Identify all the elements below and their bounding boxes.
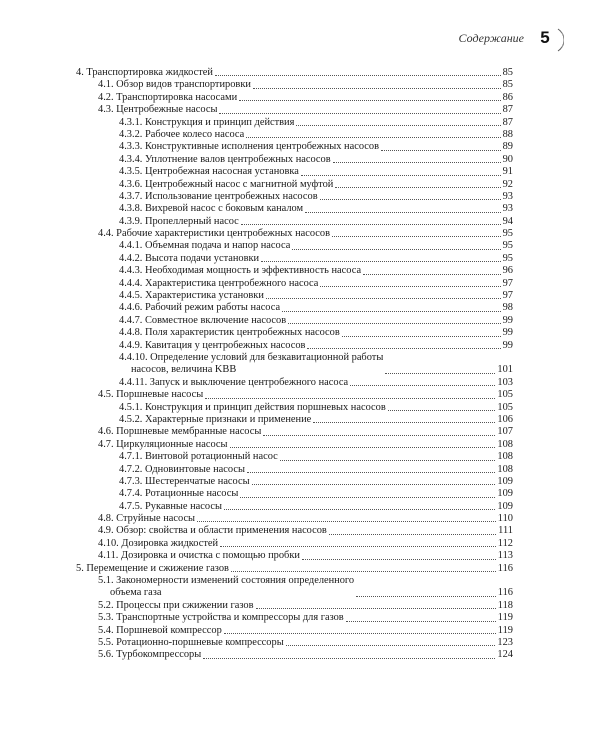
toc-entry-label: 5.6. Турбокомпрессоры <box>98 649 202 661</box>
toc-leader-dots <box>256 608 496 609</box>
toc-entry[interactable] <box>76 538 513 550</box>
toc-leader-dots <box>252 484 496 485</box>
toc-entry[interactable] <box>76 92 513 104</box>
toc-leader-dots <box>197 521 496 522</box>
toc-entry-label: 4.4.2. Высота подачи установки <box>119 252 260 264</box>
toc-entry[interactable] <box>76 191 513 203</box>
toc-entry[interactable] <box>76 104 513 116</box>
toc-entry-label: 4.10. Дозировка жидкостей <box>98 537 219 549</box>
toc-entry-label: 4.7.1. Винтовой ротационный насос <box>119 451 278 463</box>
toc-entry-label: 4.3.4. Уплотнение валов центробежных насосов <box>119 153 331 165</box>
toc-entry-label: 4.3.1. Конструкция и принцип действия <box>119 116 295 128</box>
toc-entry[interactable] <box>76 439 513 451</box>
toc-leader-dots <box>230 447 496 448</box>
toc-entry[interactable] <box>76 79 513 91</box>
toc-leader-dots <box>363 274 501 275</box>
toc-leader-dots <box>261 261 500 262</box>
toc-leader-dots <box>224 509 495 510</box>
toc-entry-label-line1: 4.4.10. Определение условий для безкавитационной работы <box>119 351 384 363</box>
toc-entry-page: 108 <box>497 451 513 463</box>
toc-entry-page: 109 <box>497 475 513 487</box>
toc-leader-dots <box>385 373 495 374</box>
toc-entry[interactable] <box>76 166 513 178</box>
toc-entry-label: 4.3.2. Рабочее колесо насоса <box>119 128 245 140</box>
toc-entry[interactable] <box>76 290 513 302</box>
toc-entry[interactable] <box>76 315 513 327</box>
toc-entry[interactable] <box>76 141 513 153</box>
toc-leader-dots <box>263 435 495 436</box>
toc-entry-label: 4.3.6. Центробежный насос с магнитной муфтой <box>119 178 334 190</box>
toc-entry-page: 87 <box>502 104 513 116</box>
toc-entry-label: 4.3.9. Пропеллерный насос <box>119 215 239 227</box>
toc-entry-page: 101 <box>497 364 513 376</box>
toc-entry-label: 5.5. Ротационно-поршневые компрессоры <box>98 637 284 649</box>
toc-entry-page: 108 <box>497 463 513 475</box>
toc-entry-label: 5. Перемещение и сжижение газов <box>76 562 229 574</box>
toc-entry[interactable] <box>76 451 513 463</box>
toc-entry-page: 91 <box>502 166 513 178</box>
toc-entry[interactable] <box>76 179 513 191</box>
toc-entry[interactable] <box>76 253 513 265</box>
toc-entry-page: 85 <box>502 79 513 91</box>
toc-entry-page: 95 <box>502 240 513 252</box>
toc-entry-page: 95 <box>502 252 513 264</box>
toc-entry-page: 85 <box>502 66 513 78</box>
toc-entry-label: 4.1. Обзор видов транспортировки <box>98 79 251 91</box>
toc-entry-label: 4.3.3. Конструктивные исполнения центробежных насосов <box>119 141 380 153</box>
toc-entry[interactable] <box>76 67 513 79</box>
toc-entry[interactable] <box>76 129 513 141</box>
toc-entry-page: 94 <box>502 215 513 227</box>
toc-entry-label: 5.2. Процессы при сжижении газов <box>98 599 254 611</box>
toc-entry-label: 4. Транспортировка жидкостей <box>76 66 213 78</box>
toc-entry-page: 107 <box>497 426 513 438</box>
toc-entry-label-line2: объема газа <box>110 587 162 599</box>
toc-entry[interactable] <box>76 575 513 600</box>
toc-entry[interactable] <box>76 414 513 426</box>
toc-entry-label: 4.5.2. Характерные признаки и применение <box>119 413 312 425</box>
toc-entry[interactable] <box>76 513 513 525</box>
toc-entry[interactable] <box>76 327 513 339</box>
toc-entry[interactable] <box>76 402 513 414</box>
toc-leader-dots <box>286 645 496 646</box>
toc-leader-dots <box>335 187 500 188</box>
toc-entry[interactable] <box>76 278 513 290</box>
toc-entry-page: 87 <box>502 116 513 128</box>
toc-leader-dots <box>203 658 495 659</box>
toc-entry[interactable] <box>76 228 513 240</box>
toc-leader-dots <box>329 534 496 535</box>
toc-leader-dots <box>219 113 500 114</box>
toc-entry-page: 99 <box>502 339 513 351</box>
toc-leader-dots <box>333 162 501 163</box>
toc-entry-label: 4.4.1. Объемная подача и напор насоса <box>119 240 291 252</box>
page-number-badge <box>534 25 560 51</box>
toc-leader-dots <box>231 571 496 572</box>
toc-entry[interactable] <box>76 203 513 215</box>
toc-entry-page: 86 <box>502 91 513 103</box>
toc-entry-page: 98 <box>502 302 513 314</box>
toc-leader-dots <box>282 311 501 312</box>
toc-entry[interactable] <box>76 240 513 252</box>
toc-entry-page: 95 <box>502 228 513 240</box>
toc-leader-dots <box>302 559 496 560</box>
toc-leader-dots <box>280 460 496 461</box>
toc-entry[interactable] <box>76 488 513 500</box>
toc-entry[interactable] <box>76 352 513 377</box>
toc-leader-dots <box>346 621 496 622</box>
toc-entry[interactable] <box>76 501 513 513</box>
toc-entry-label: 4.3. Центробежные насосы <box>98 104 218 116</box>
toc-entry-page: 93 <box>502 203 513 215</box>
toc-entry-label: 5.4. Поршневой компрессор <box>98 624 222 636</box>
toc-entry-label: 4.9. Обзор: свойства и области применения насосов <box>98 525 327 537</box>
toc-entry[interactable] <box>76 340 513 352</box>
toc-leader-dots <box>320 286 500 287</box>
toc-leader-dots <box>356 596 496 597</box>
toc-entry-page: 96 <box>502 265 513 277</box>
toc-entry[interactable] <box>76 550 513 562</box>
toc-entry-label: 4.7. Циркуляционные насосы <box>98 438 228 450</box>
toc-entry-label: 4.8. Струйные насосы <box>98 513 196 525</box>
toc-leader-dots <box>292 249 500 250</box>
toc-leader-dots <box>332 236 501 237</box>
toc-entry-page: 119 <box>497 624 513 636</box>
toc-entry-label: 4.6. Поршневые мембранные насосы <box>98 426 262 438</box>
toc-entry-page: 124 <box>497 649 513 661</box>
toc-entry-page: 93 <box>502 190 513 202</box>
toc-leader-dots <box>241 224 501 225</box>
toc-entry-page: 99 <box>502 314 513 326</box>
toc-entry-page: 106 <box>497 413 513 425</box>
toc-entry-page: 88 <box>502 128 513 140</box>
toc-entry-page: 105 <box>497 389 513 401</box>
toc-entry[interactable] <box>76 612 513 624</box>
toc-leader-dots <box>307 348 500 349</box>
page-header <box>459 24 560 52</box>
toc-entry-label: 4.7.4. Ротационные насосы <box>119 488 239 500</box>
toc-leader-dots <box>240 497 495 498</box>
toc-entry-page: 110 <box>497 513 513 525</box>
toc-entry-label: 5.3. Транспортные устройства и компрессоры для газов <box>98 612 344 624</box>
toc-entry-label: 4.3.5. Центробежная насосная установка <box>119 166 299 178</box>
toc-entry-page: 123 <box>497 637 513 649</box>
toc-entry-label-line2: насосов, величина KBB <box>131 364 237 376</box>
toc-entry[interactable] <box>76 216 513 228</box>
toc-entry-label: 4.11. Дозировка и очистка с помощью пробки <box>98 550 300 562</box>
toc-entry-page: 90 <box>502 153 513 165</box>
toc-entry-page: 89 <box>502 141 513 153</box>
toc-entry[interactable] <box>76 389 513 401</box>
toc-entry-page: 103 <box>497 376 513 388</box>
toc-entry-page: 92 <box>502 178 513 190</box>
toc-leader-dots <box>296 125 500 126</box>
toc-entry[interactable] <box>76 426 513 438</box>
toc-leader-dots <box>305 212 501 213</box>
toc-entry-page: 109 <box>497 500 513 512</box>
toc-leader-dots <box>381 150 501 151</box>
toc-leader-dots <box>247 472 495 473</box>
toc-entry-page: 111 <box>498 525 513 537</box>
toc-entry[interactable] <box>76 302 513 314</box>
toc-leader-dots <box>388 410 496 411</box>
toc-entry-label: 4.4.5. Характеристика установки <box>119 290 264 302</box>
toc-entry-page: 105 <box>497 401 513 413</box>
toc-entry-page: 113 <box>497 550 513 562</box>
toc-entry-label: 4.3.8. Вихревой насос с боковым каналом <box>119 203 304 215</box>
toc-leader-dots <box>205 398 495 399</box>
toc-entry[interactable] <box>76 649 513 661</box>
toc-leader-dots <box>215 75 501 76</box>
toc-leader-dots <box>320 199 501 200</box>
toc-entry-label <box>98 575 354 600</box>
toc-entry-label <box>119 352 383 377</box>
toc-entry-page: 116 <box>497 562 513 574</box>
toc-leader-dots <box>220 546 496 547</box>
toc-entry-label: 4.7.3. Шестеренчатые насосы <box>119 475 250 487</box>
toc-entry-page: 112 <box>497 537 513 549</box>
toc-entry-label: 4.5. Поршневые насосы <box>98 389 204 401</box>
toc-entry[interactable] <box>76 600 513 612</box>
toc-entry[interactable] <box>76 265 513 277</box>
toc-entry-label: 4.7.2. Одновинтовые насосы <box>119 463 245 475</box>
toc-entry[interactable] <box>76 637 513 649</box>
toc-leader-dots <box>342 336 501 337</box>
toc-entry[interactable] <box>76 377 513 389</box>
toc-entry-label: 4.3.7. Использование центробежных насосов <box>119 190 318 202</box>
toc-entry-page: 118 <box>497 599 513 611</box>
toc-entry-label: 4.4.6. Рабочий режим работы насоса <box>119 302 281 314</box>
toc-leader-dots <box>239 100 500 101</box>
toc-entry[interactable] <box>76 154 513 166</box>
toc-entry-label: 4.4.11. Запуск и выключение центробежного насоса <box>119 376 349 388</box>
toc-leader-dots <box>301 175 501 176</box>
toc-entry[interactable] <box>76 625 513 637</box>
toc-entry[interactable] <box>76 117 513 129</box>
toc-entry-label: 4.7.5. Рукавные насосы <box>119 500 222 512</box>
toc-entry-page: 97 <box>502 277 513 289</box>
toc-entry-page: 109 <box>497 488 513 500</box>
toc-entry-label: 4.4.9. Кавитация у центробежных насосов <box>119 339 306 351</box>
toc-leader-dots <box>266 298 501 299</box>
toc-entry-page: 116 <box>497 587 513 599</box>
toc-entry-label: 4.4.4. Характеристика центробежного насоса <box>119 277 319 289</box>
toc-entry-label: 4.4. Рабочие характеристики центробежных насосов <box>98 228 331 240</box>
toc-leader-dots <box>224 633 496 634</box>
toc-entry-label: 4.4.7. Совместное включение насосов <box>119 314 287 326</box>
toc-leader-dots <box>313 422 495 423</box>
toc-entry-page: 119 <box>497 612 513 624</box>
toc-entry-page: 97 <box>502 290 513 302</box>
page-number: 5 <box>540 28 550 47</box>
toc-entry[interactable] <box>76 464 513 476</box>
toc-entry-label: 4.4.8. Поля характеристик центробежных насосов <box>119 327 340 339</box>
toc-leader-dots <box>253 88 501 89</box>
toc-entry[interactable] <box>76 525 513 537</box>
toc-entry-label: 4.2. Транспортировка насосами <box>98 91 238 103</box>
toc-entry-page: 108 <box>497 438 513 450</box>
toc-leader-dots <box>288 323 500 324</box>
toc-entry-label-line1: 5.1. Закономерности изменений состояния определенного <box>98 575 355 587</box>
toc-entry[interactable] <box>76 476 513 488</box>
table-of-contents <box>76 67 513 662</box>
toc-entry-page: 99 <box>502 327 513 339</box>
header-title: Содержание <box>458 30 524 45</box>
toc-entry[interactable] <box>76 563 513 575</box>
toc-entry-label: 4.5.1. Конструкция и принцип действия поршневых насосов <box>119 401 386 413</box>
toc-leader-dots <box>350 385 495 386</box>
toc-leader-dots <box>246 137 500 138</box>
toc-entry-label: 4.4.3. Необходимая мощность и эффективность насоса <box>119 265 362 277</box>
